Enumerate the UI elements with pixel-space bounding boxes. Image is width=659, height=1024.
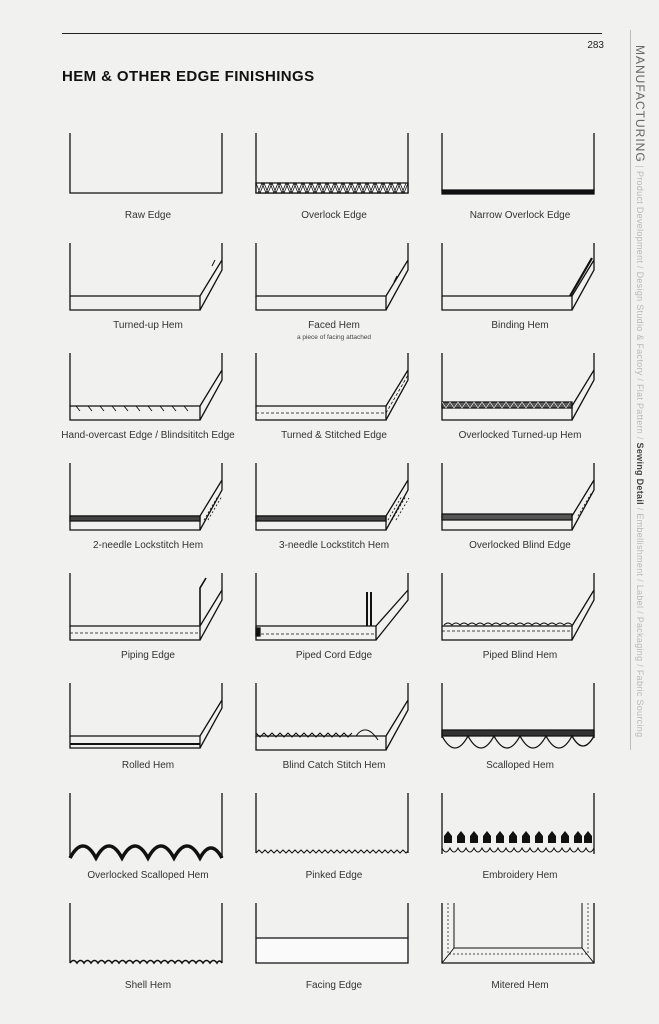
raw-edge-icon bbox=[60, 128, 236, 208]
side-tab-section: MANUFACTURING bbox=[633, 45, 647, 163]
finishing-label: Overlocked Scalloped Hem bbox=[87, 870, 209, 881]
rolled-hem-icon bbox=[60, 678, 236, 758]
finishing-label: Turned-up Hem bbox=[113, 320, 183, 331]
finishing-label: Overlock Edge bbox=[301, 210, 367, 221]
finishing-label: Pinked Edge bbox=[305, 870, 363, 881]
finishing-blind-catch-stitch-hem bbox=[241, 678, 427, 788]
scalloped-hem-icon bbox=[432, 678, 608, 758]
side-tab-item-sewing-detail: Sewing Detail bbox=[635, 442, 645, 505]
finishing-turned-stitched-edge bbox=[241, 348, 427, 458]
finishing-turned-up-hem bbox=[55, 238, 241, 348]
finishing-overlocked-scalloped-hem bbox=[55, 788, 241, 898]
finishing-label: Faced Hem bbox=[308, 320, 360, 331]
overlocked-turned-up-hem-icon bbox=[432, 348, 608, 428]
finishing-overlocked-blind-edge bbox=[427, 458, 613, 568]
finishing-label: Embroidery Hem bbox=[482, 870, 558, 881]
finishing-pinked-edge bbox=[241, 788, 427, 898]
finishing-label: Overlocked Turned-up Hem bbox=[458, 430, 582, 441]
finishing-two-needle-lockstitch-hem bbox=[55, 458, 241, 568]
finishing-three-needle-lockstitch-hem bbox=[241, 458, 427, 568]
finishing-piped-cord-edge bbox=[241, 568, 427, 678]
finishing-label: Blind Catch Stitch Hem bbox=[282, 760, 386, 771]
blind-catch-stitch-hem-icon bbox=[246, 678, 422, 758]
two-needle-lockstitch-hem-icon bbox=[60, 458, 236, 538]
finishing-label: Binding Hem bbox=[491, 320, 549, 331]
side-tab-item-design-studio: Design Studio & Factory bbox=[635, 271, 645, 376]
pinked-edge-icon bbox=[246, 788, 422, 868]
finishing-label: Facing Edge bbox=[305, 980, 363, 991]
finishing-label: Piped Cord Edge bbox=[295, 650, 373, 661]
finishing-hand-overcast-edge bbox=[55, 348, 241, 458]
finishing-label: Turned & Stitched Edge bbox=[281, 430, 387, 441]
finishing-rolled-hem bbox=[55, 678, 241, 788]
finishing-label: Mitered Hem bbox=[491, 980, 549, 991]
finishing-raw-edge bbox=[55, 128, 241, 238]
finishing-note: a piece of facing attached bbox=[296, 334, 372, 341]
overlocked-blind-edge-icon bbox=[432, 458, 608, 538]
finishing-label: Overlocked Blind Edge bbox=[469, 540, 571, 551]
finishing-scalloped-hem bbox=[427, 678, 613, 788]
shell-hem-icon bbox=[60, 898, 236, 978]
embroidery-hem-icon bbox=[432, 788, 608, 868]
hand-overcast-edge-icon bbox=[60, 348, 236, 428]
finishing-facing-edge bbox=[241, 898, 427, 1008]
finishing-label: Piping Edge bbox=[121, 650, 175, 661]
finishing-label: Rolled Hem bbox=[121, 760, 175, 771]
piping-edge-icon bbox=[60, 568, 236, 648]
binding-hem-icon bbox=[432, 238, 608, 318]
turned-up-hem-icon bbox=[60, 238, 236, 318]
page-number: 283 bbox=[587, 40, 604, 51]
finishing-label: 3-needle Lockstitch Hem bbox=[278, 540, 390, 551]
finishing-binding-hem bbox=[427, 238, 613, 348]
three-needle-lockstitch-hem-icon bbox=[246, 458, 422, 538]
piped-blind-hem-icon bbox=[432, 568, 608, 648]
finishing-faced-hem bbox=[241, 238, 427, 348]
finishing-embroidery-hem bbox=[427, 788, 613, 898]
finishings-grid bbox=[55, 128, 613, 1008]
finishing-label: 2-needle Lockstitch Hem bbox=[92, 540, 204, 551]
finishing-overlocked-turned-up-hem bbox=[427, 348, 613, 458]
side-tab-item-flat-pattern: Flat Pattern bbox=[635, 383, 645, 435]
narrow-overlock-edge-icon bbox=[432, 128, 608, 208]
finishing-piped-blind-hem bbox=[427, 568, 613, 678]
finishing-label: Raw Edge bbox=[124, 210, 172, 221]
side-tab: MANUFACTURING | Product Development / Design Studio & Factory / Flat Pattern / Sewing Detail / Embellishment / Label / Packaging / Fabric Sourcing bbox=[633, 45, 647, 738]
finishing-label: Scalloped Hem bbox=[486, 760, 554, 771]
finishing-label: Shell Hem bbox=[124, 980, 172, 991]
finishing-label: Narrow Overlock Edge bbox=[469, 210, 571, 221]
side-tab-rule bbox=[630, 30, 631, 750]
finishing-shell-hem bbox=[55, 898, 241, 1008]
finishing-mitered-hem bbox=[427, 898, 613, 1008]
turned-stitched-edge-icon bbox=[246, 348, 422, 428]
side-tab-item-fabric-sourcing: Fabric Sourcing bbox=[635, 669, 645, 738]
finishing-piping-edge bbox=[55, 568, 241, 678]
facing-edge-icon bbox=[246, 898, 422, 978]
side-tab-item-label: Label bbox=[635, 584, 645, 609]
finishing-label: Hand-overcast Edge / Blindsititch Edge bbox=[61, 430, 235, 441]
piped-cord-edge-icon bbox=[246, 568, 422, 648]
side-tab-item-product-development: Product Development bbox=[635, 170, 645, 264]
side-tab-item-embellishment: Embellishment bbox=[635, 513, 645, 577]
finishing-overlock-edge bbox=[241, 128, 427, 238]
page-title: HEM & OTHER EDGE FINISHINGS bbox=[62, 68, 315, 85]
header-rule bbox=[62, 33, 602, 34]
overlock-edge-icon bbox=[246, 128, 422, 208]
mitered-hem-icon bbox=[432, 898, 608, 978]
side-tab-item-packaging: Packaging bbox=[635, 616, 645, 662]
faced-hem-icon bbox=[246, 238, 422, 318]
overlocked-scalloped-hem-icon bbox=[60, 788, 236, 868]
finishing-label: Piped Blind Hem bbox=[482, 650, 558, 661]
finishing-narrow-overlock-edge bbox=[427, 128, 613, 238]
